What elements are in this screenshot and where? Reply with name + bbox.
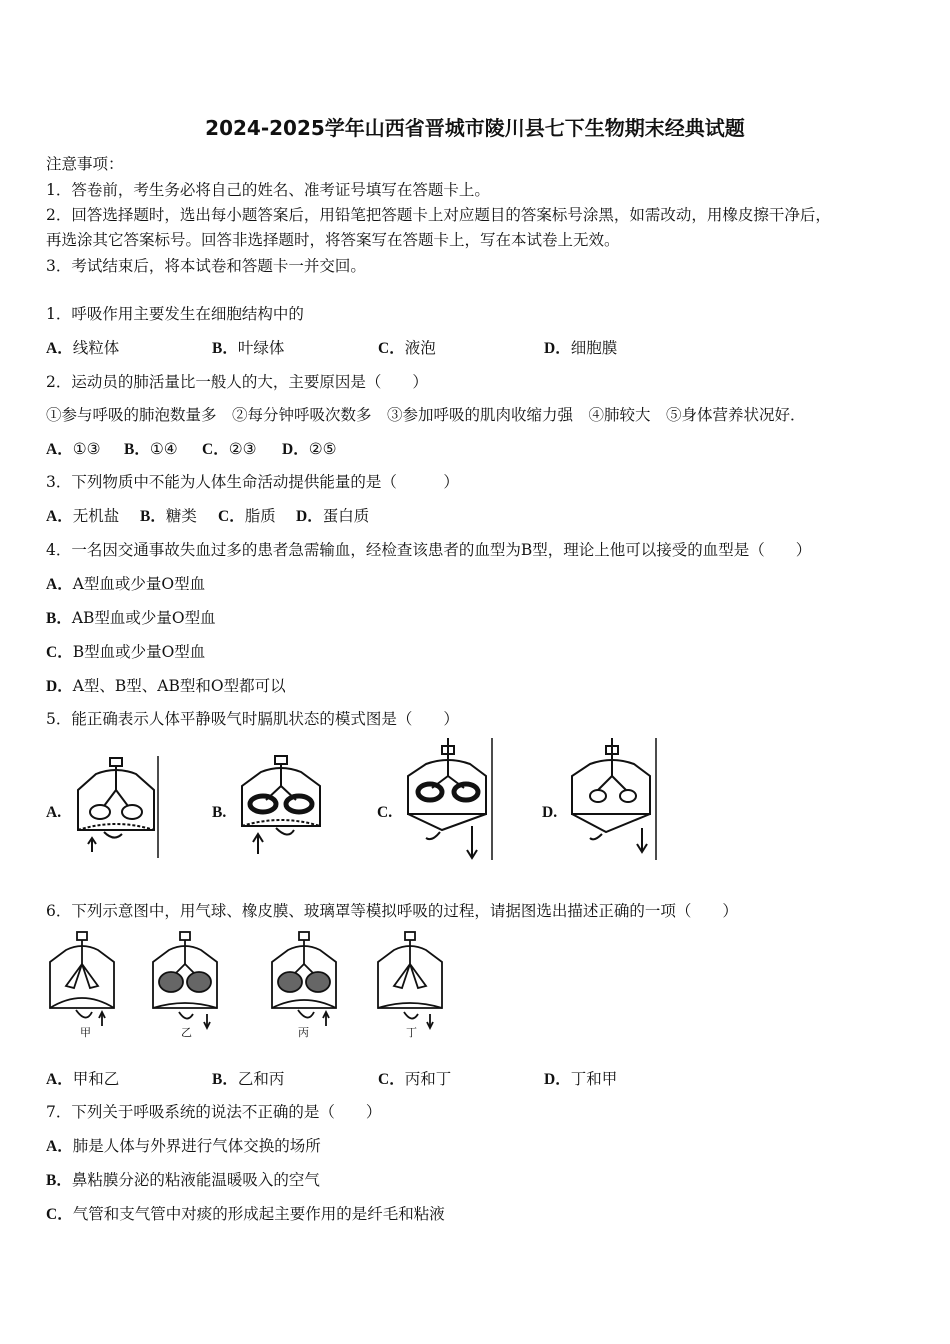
- option-c[interactable]: C．B型血或少量O型血: [46, 643, 206, 661]
- question-1-stem: 1．呼吸作用主要发生在细胞结构中的: [46, 305, 304, 323]
- question-2-options: [46, 437, 337, 459]
- question-3-stem: 3．下列物质中不能为人体生命活动提供能量的是（ ）: [46, 473, 459, 491]
- option-a[interactable]: A．线粒体: [46, 339, 120, 357]
- option-b[interactable]: B．AB型血或少量O型血: [46, 609, 216, 627]
- question-7-stem: 7．下列关于呼吸系统的说法不正确的是（ ）: [46, 1103, 382, 1121]
- figure-label-ding: 丁: [406, 1026, 417, 1039]
- notice-item: 1．答卷前，考生务必将自己的姓名、准考证号填写在答题卡上。: [46, 181, 490, 199]
- figure-label-a[interactable]: A.: [46, 804, 62, 821]
- question-2-stem: 2．运动员的肺活量比一般人的大，主要原因是（ ）: [46, 373, 428, 391]
- option-d[interactable]: D．②⑤: [282, 440, 337, 458]
- option-a[interactable]: A．肺是人体与外界进行气体交换的场所: [46, 1137, 321, 1155]
- option-d[interactable]: D．A型、B型、AB型和O型都可以: [46, 677, 286, 695]
- option-b[interactable]: B．糖类: [140, 507, 197, 525]
- option-b[interactable]: B．①④: [124, 440, 178, 458]
- question-3-options: [46, 504, 369, 526]
- question-6-options: [46, 1067, 617, 1089]
- page-title: 2024-2025学年山西省晋城市陵川县七下生物期末经典试题: [205, 116, 745, 140]
- bell-jar-diagram-a: [70, 752, 162, 862]
- notice-heading: 注意事项：: [46, 155, 124, 173]
- option-a[interactable]: A．①③: [46, 440, 101, 458]
- question-6-stem: 6．下列示意图中，用气球、橡皮膜、玻璃罩等模拟呼吸的过程，请据图选出描述正确的一项（ ）: [46, 902, 738, 920]
- figure-label-d[interactable]: D.: [542, 804, 558, 821]
- option-a[interactable]: A．甲和乙: [46, 1070, 120, 1088]
- notice-item: 2．回答选择题时，选出每小题答案后，用铅笔把答题卡上对应题目的答案标号涂黑，如需改动，用橡皮擦干净后，: [46, 206, 831, 224]
- option-d[interactable]: D．蛋白质: [296, 507, 370, 525]
- figure-label-bing: 丙: [298, 1026, 309, 1039]
- bell-jar-diagram-b: [236, 750, 326, 862]
- option-b[interactable]: B．叶绿体: [212, 339, 285, 357]
- option-c[interactable]: C．气管和支气管中对痰的形成起主要作用的是纤毛和粘液: [46, 1205, 445, 1223]
- question-5-stem: 5．能正确表示人体平静吸气时膈肌状态的模式图是（ ）: [46, 710, 459, 728]
- bell-jar-diagram-c: [402, 738, 494, 862]
- option-b[interactable]: B．鼻粘膜分泌的粘液能温暖吸入的空气: [46, 1171, 320, 1189]
- figure-label-jia: 甲: [80, 1026, 91, 1039]
- figure-label-yi: 乙: [181, 1026, 192, 1039]
- balloon-model-bing: [266, 928, 342, 1040]
- notice-item: 3．考试结束后，将本试卷和答题卡一并交回。: [46, 257, 366, 275]
- notice-item: 再选涂其它答案标号。回答非选择题时，将答案写在答题卡上，写在本试卷上无效。: [46, 231, 620, 249]
- question-4-stem: 4．一名因交通事故失血过多的患者急需输血，经检查该患者的血型为B型，理论上他可以接受的血型是（ ）: [46, 541, 812, 559]
- figure-label-c[interactable]: C.: [377, 804, 393, 821]
- option-a[interactable]: A．无机盐: [46, 507, 120, 525]
- question-2-items: ①参与呼吸的肺泡数量多 ②每分钟呼吸次数多 ③参加呼吸的肌肉收缩力强 ④肺较大 ⑤身体营养状况好．: [46, 406, 806, 424]
- option-c[interactable]: C．液泡: [378, 339, 436, 357]
- option-c[interactable]: C．②③: [202, 440, 257, 458]
- question-1-options: [46, 336, 617, 358]
- option-b[interactable]: B．乙和丙: [212, 1070, 285, 1088]
- bell-jar-diagram-d: [566, 738, 658, 862]
- option-c[interactable]: C．丙和丁: [378, 1070, 452, 1088]
- option-d[interactable]: D．丁和甲: [544, 1070, 618, 1088]
- balloon-model-jia: [44, 928, 120, 1040]
- balloon-model-ding: [372, 928, 448, 1040]
- option-a[interactable]: A．A型血或少量O型血: [46, 575, 206, 593]
- option-d[interactable]: D．细胞膜: [544, 339, 618, 357]
- balloon-model-yi: [147, 928, 223, 1040]
- figure-label-b[interactable]: B.: [212, 804, 227, 821]
- option-c[interactable]: C．脂质: [218, 507, 276, 525]
